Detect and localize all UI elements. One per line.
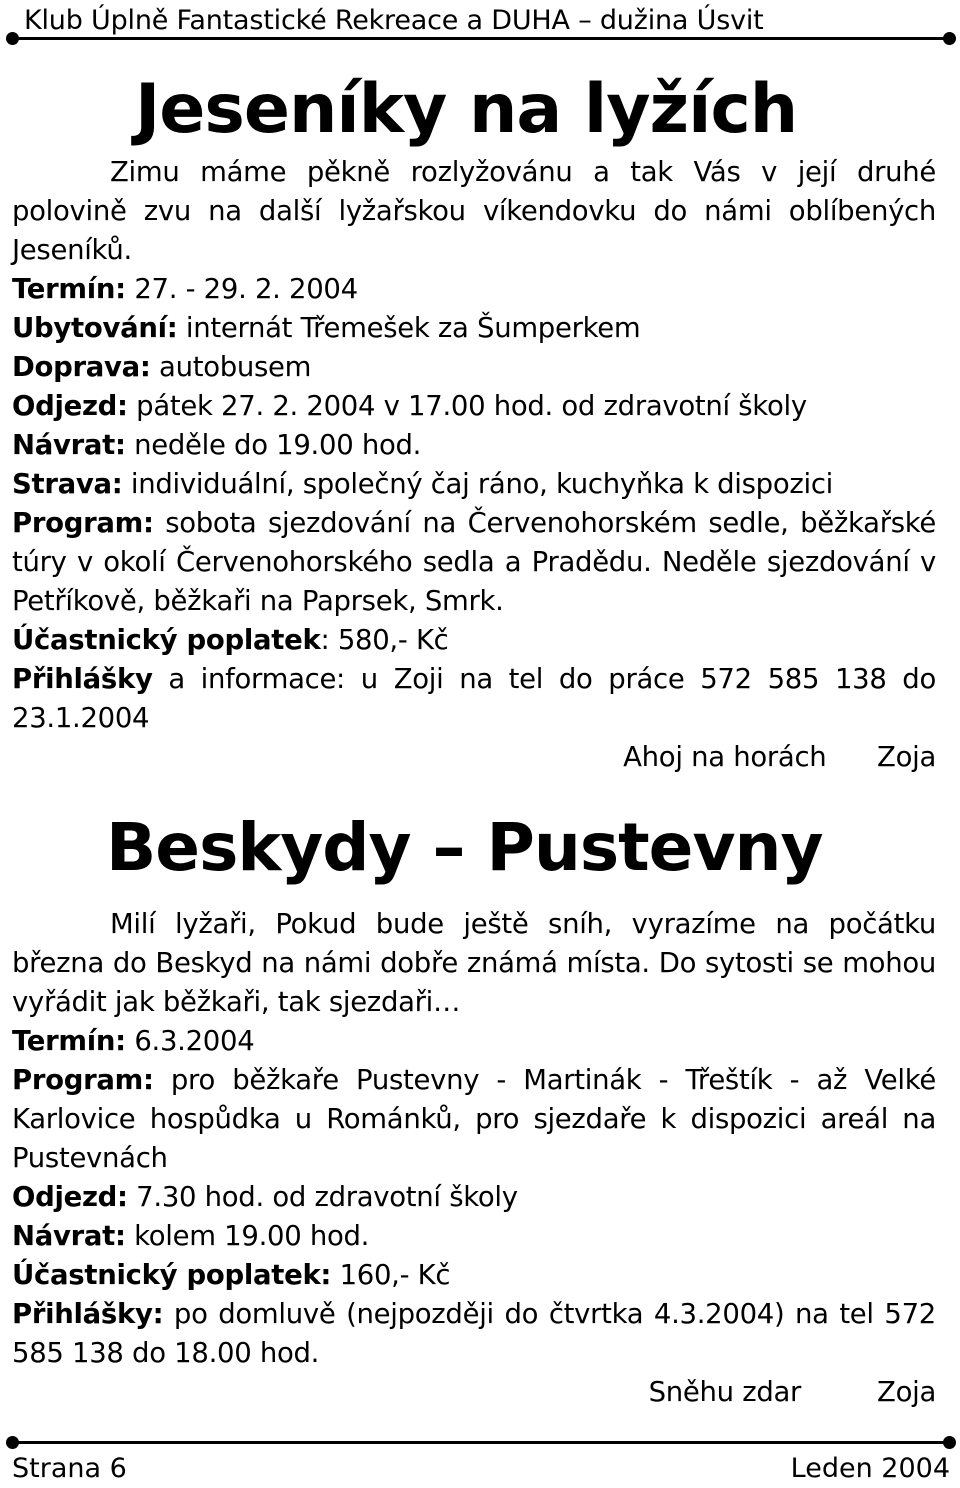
footer-date: Leden 2004 <box>790 1453 950 1484</box>
field-label: Účastnický poplatek <box>12 624 321 656</box>
field-label: Termín: <box>12 1025 126 1057</box>
field-value: a informace: u Zoji na tel do práce 572 585 138 do 23.1.2004 <box>12 663 936 734</box>
field-value: pátek 27. 2. 2004 v 17.00 hod. od zdravotní školy <box>127 390 807 422</box>
field-label: Odjezd: <box>12 1181 128 1213</box>
field-line <box>12 1256 936 1295</box>
article2-fields <box>12 1022 936 1373</box>
footer-page-number: Strana 6 <box>12 1453 127 1484</box>
field-line <box>12 1022 936 1061</box>
field-value: pro běžkaře Pustevny - Martinák - Třeštík - až Velké Karlovice hospůdka u Románků, pro sjezdaře k dispozici areál na Pustevnách <box>12 1064 936 1174</box>
article1-fields <box>12 270 936 738</box>
field-line <box>12 1295 936 1373</box>
article1-body <box>12 153 936 777</box>
article2-body <box>12 905 936 1412</box>
field-label: Přihlášky <box>12 663 153 695</box>
field-label: Strava: <box>12 468 123 500</box>
article1-signoff: Ahoj na horách Zoja <box>623 741 936 773</box>
field-line <box>12 504 936 621</box>
field-line <box>12 309 936 348</box>
field-value: 27. - 29. 2. 2004 <box>125 273 358 305</box>
field-line <box>12 426 936 465</box>
field-label: Ubytování: <box>12 312 178 344</box>
field-value: sobota sjezdování na Červenohorském sedle, běžkařské túry v okolí Červenohorského sedla a Pradědu. Neděle sjezdování v Petříkově, běžkaři na Paprsek, Smrk. <box>12 507 936 617</box>
field-label: Termín: <box>12 273 126 305</box>
header-rule-dot-right <box>943 32 956 45</box>
page-header: Klub Úplně Fantastické Rekreace a DUHA – dužina Úsvit <box>24 5 764 36</box>
article2-signoff: Sněhu zdar Zoja <box>648 1376 936 1408</box>
field-label: Přihlášky: <box>12 1298 164 1330</box>
field-value: 160,- Kč <box>331 1259 451 1291</box>
field-value: kolem 19.00 hod. <box>125 1220 370 1252</box>
footer-rule-dot-right <box>943 1436 956 1449</box>
field-value: internát Třemešek za Šumperkem <box>177 312 641 344</box>
field-line <box>12 465 936 504</box>
field-label: Program: <box>12 1064 154 1096</box>
field-label: Účastnický poplatek: <box>12 1259 332 1291</box>
field-value: 6.3.2004 <box>125 1025 255 1057</box>
article2-title: Beskydy – Pustevny <box>106 809 823 886</box>
field-value: autobusem <box>150 351 312 383</box>
article2-intro: Milí lyžaři, Pokud bude ještě sníh, vyrazíme na počátku března do Beskyd na námi dobře známá místa. Do sytosti se mohou vyřádit jak běžkaři, tak sjezdaři… <box>12 908 936 1018</box>
field-label: Program: <box>12 507 154 539</box>
article1-title: Jeseníky na lyžích <box>135 70 798 149</box>
field-value: neděle do 19.00 hod. <box>125 429 422 461</box>
field-line <box>12 387 936 426</box>
field-line <box>12 270 936 309</box>
field-label: Doprava: <box>12 351 151 383</box>
field-label: Odjezd: <box>12 390 128 422</box>
field-label: Návrat: <box>12 1220 126 1252</box>
field-line <box>12 1178 936 1217</box>
field-value: 7.30 hod. od zdravotní školy <box>127 1181 518 1213</box>
header-rule <box>12 37 950 40</box>
field-value: po domluvě (nejpozději do čtvrtka 4.3.2004) na tel 572 585 138 do 18.00 hod. <box>12 1298 936 1369</box>
field-label: Návrat: <box>12 429 126 461</box>
field-line <box>12 348 936 387</box>
field-line <box>12 1061 936 1178</box>
footer-rule <box>12 1441 950 1444</box>
field-value: : 580,- Kč <box>320 624 449 656</box>
article1-intro: Zimu máme pěkně rozlyžovánu a tak Vás v její druhé polovině zvu na další lyžařskou víkendovku do námi oblíbených Jeseníků. <box>12 156 936 266</box>
field-value: individuální, společný čaj ráno, kuchyňka k dispozici <box>122 468 833 500</box>
field-line <box>12 660 936 738</box>
field-line <box>12 621 936 660</box>
field-line <box>12 1217 936 1256</box>
